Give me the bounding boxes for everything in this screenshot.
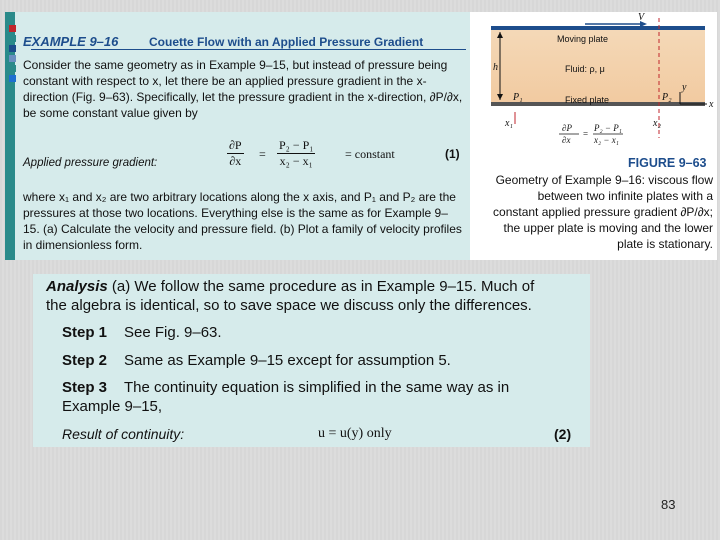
title-rule <box>31 49 466 50</box>
eq-rhs-num: P₂ − P₁ <box>279 138 314 152</box>
step-3-label: Step 3 <box>62 379 108 396</box>
pressure-gradient-equation <box>227 138 463 178</box>
step-1 <box>62 323 222 343</box>
grad-den: ∂x <box>562 135 571 145</box>
example-title: Couette Flow with an Applied Pressure Gradient <box>149 35 424 49</box>
step-2-text: Same as Example 9–15 except for assumption 5. <box>124 352 451 369</box>
step-2-label: Step 2 <box>62 352 108 369</box>
label-x2: x₂ <box>653 118 661 129</box>
continuity-number: (2) <box>554 426 572 442</box>
step-3-continued: Example 9–15, <box>62 398 163 415</box>
grad-rden: x₂ − x₁ <box>594 135 619 145</box>
analysis-label: Analysis <box>46 278 108 295</box>
label-x1: x₁ <box>505 118 513 129</box>
bullet-mark <box>9 45 16 52</box>
label-P2: P₂ <box>662 92 672 103</box>
label-V: V <box>638 12 645 23</box>
label-x: x <box>709 99 714 110</box>
bullet-mark <box>9 75 16 82</box>
bullet-mark <box>9 55 16 62</box>
example-box <box>5 12 470 260</box>
bullet-mark <box>9 25 16 32</box>
label-moving-plate: Moving plate <box>557 34 609 44</box>
label-h: h <box>493 62 498 73</box>
step-3-text: The continuity equation is simplified in the same way as in <box>124 379 510 396</box>
step-1-text: See Fig. 9–63. <box>124 324 222 341</box>
equation-label: Applied pressure gradient: <box>23 157 158 169</box>
step-2 <box>62 351 451 371</box>
analysis-text-1: (a) We follow the same procedure as in Example 9–15. Much of <box>107 278 535 295</box>
grad-rnum: P₂ − P₁ <box>594 123 622 133</box>
analysis-line-2: the algebra is identical, so to save space we discuss only the differences. <box>46 297 532 314</box>
example-paragraph-2: where x₁ and x₂ are two arbitrary locations along the x axis, and P₁ and P₂ are the pressures at those two locations. Everything else is the same as for Example 9–15. (a) Calculate the velocity and pressure field. (b) Plot a family of velocity profiles in dimensionless form. <box>23 190 462 252</box>
grad-equals: = <box>583 129 589 139</box>
bullet-column <box>9 25 17 85</box>
moving-plate <box>491 26 705 30</box>
bullet-mark <box>9 35 16 42</box>
eq-number: (1) <box>445 147 460 161</box>
example-label: EXAMPLE 9–16 <box>23 34 119 49</box>
analysis-line-1 <box>46 277 534 297</box>
step-3 <box>62 378 509 398</box>
figure-caption: Geometry of Example 9–16: viscous flow between two infinite plates with a constant applied pressure gradient ∂P/∂x; the upper plate is moving and the lower plate is stationary. <box>493 173 713 251</box>
eq-rhs-den: x₂ − x₁ <box>279 154 313 168</box>
figure-diagram <box>485 12 717 152</box>
label-fixed-plate: Fixed plate <box>565 95 610 105</box>
eq-lhs-den: ∂x <box>229 154 242 168</box>
eq-lhs-num: ∂P <box>229 138 242 152</box>
continuity-equation: u = u(y) only <box>318 426 392 441</box>
grad-num: ∂P <box>562 123 572 133</box>
label-y: y <box>682 82 687 93</box>
label-fluid: Fluid: ρ, μ <box>565 64 605 74</box>
page-number: 83 <box>661 497 676 512</box>
label-P1: P₁ <box>513 92 523 103</box>
couette-diagram <box>485 12 717 152</box>
continuity-label: Result of continuity: <box>62 426 185 442</box>
figure-title: FIGURE 9–63 <box>628 156 707 170</box>
top-panel <box>5 12 717 260</box>
eq-equals: = <box>259 147 266 161</box>
bullet-mark <box>9 65 16 72</box>
example-paragraph-1: Consider the same geometry as in Example 9–15, but instead of pressure being constant with respect to x, let there be an applied pressure gradient in the x-direction (Fig. 9–63). Specifically, let the pressure gradient in the x-direction, ∂P/∂x, be some constant value given by <box>23 58 463 120</box>
step-1-label: Step 1 <box>62 324 108 341</box>
eq-constant: = constant <box>345 147 395 161</box>
